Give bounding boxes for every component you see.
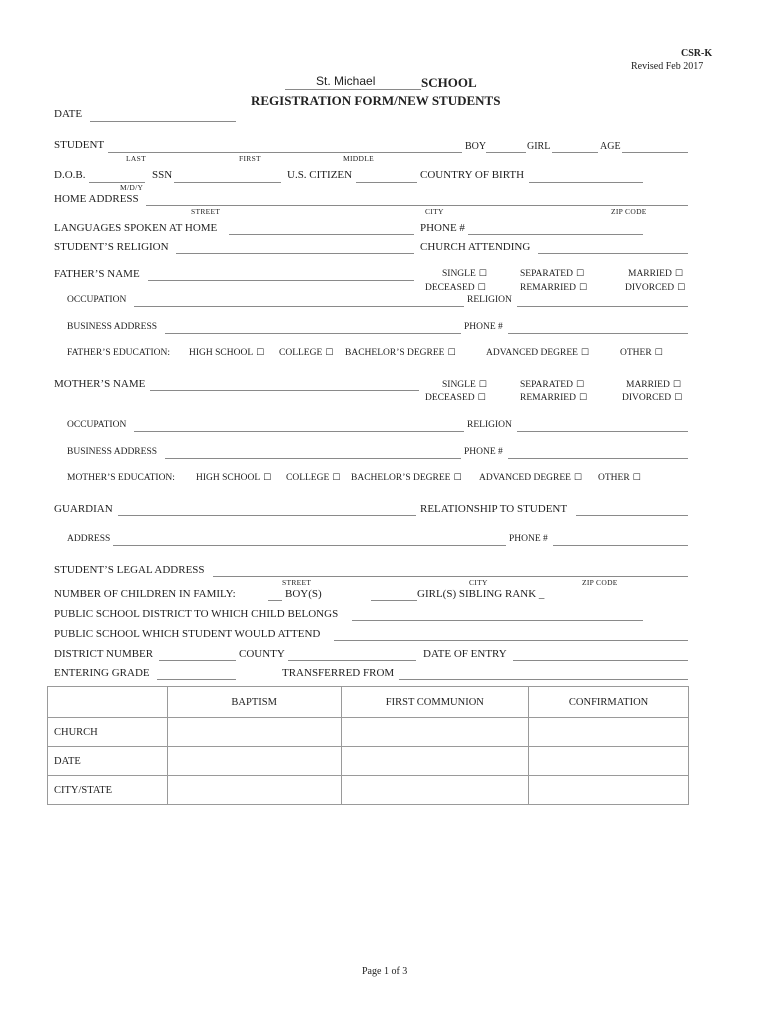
- mother-other-option[interactable]: [598, 473, 641, 483]
- communion-city-cell[interactable]: [341, 776, 529, 805]
- confirmation-header: CONFIRMATION: [529, 687, 689, 718]
- father-phone-field[interactable]: [508, 333, 688, 334]
- mother-phone-field[interactable]: [508, 458, 688, 459]
- baptism-city-cell[interactable]: [167, 776, 341, 805]
- checkbox-icon[interactable]: ☐: [453, 473, 462, 483]
- checkbox-icon[interactable]: ☐: [578, 393, 588, 403]
- mother-religion-field[interactable]: [517, 431, 688, 432]
- middle-caption: MIDDLE: [343, 154, 374, 163]
- guardian-phone-label: PHONE #: [509, 534, 548, 544]
- transferred-from-field[interactable]: [399, 679, 688, 680]
- entering-grade-label: ENTERING GRADE: [54, 667, 150, 679]
- date-row-label: DATE: [48, 747, 168, 776]
- public-school-field[interactable]: [334, 640, 688, 641]
- confirmation-date-cell[interactable]: [529, 747, 689, 776]
- district-number-label: DISTRICT NUMBER: [54, 648, 154, 660]
- mother-divorced-option[interactable]: [622, 393, 682, 403]
- legal-city-caption: CITY: [469, 578, 488, 587]
- baptism-date-cell[interactable]: [167, 747, 341, 776]
- county-label: COUNTY: [239, 648, 285, 660]
- school-name[interactable]: St. Michael: [316, 74, 376, 88]
- num-children-label: NUMBER OF CHILDREN IN FAMILY:: [54, 588, 236, 600]
- legal-zip-caption: ZIP CODE: [582, 578, 618, 587]
- languages-field[interactable]: [229, 234, 414, 235]
- married-label: MARRIED: [628, 269, 672, 279]
- checkbox-icon[interactable]: ☐: [674, 393, 683, 403]
- mothers-name-label: MOTHER’S NAME: [54, 378, 146, 390]
- guardian-address-label: ADDRESS: [67, 534, 111, 544]
- boy-field[interactable]: [486, 152, 526, 153]
- father-married-option[interactable]: [628, 269, 683, 279]
- mother-occupation-label: OCCUPATION: [67, 420, 127, 430]
- confirmation-church-cell[interactable]: [529, 718, 689, 747]
- mother-deceased-option[interactable]: [425, 393, 486, 403]
- legal-street-caption: STREET: [282, 578, 312, 587]
- first-communion-header: FIRST COMMUNION: [341, 687, 529, 718]
- church-attending-field[interactable]: [538, 253, 688, 254]
- student-name-field[interactable]: [108, 152, 462, 153]
- father-advanced-option[interactable]: [486, 348, 589, 358]
- mothers-education-label: MOTHER’S EDUCATION:: [67, 473, 175, 483]
- entering-grade-field[interactable]: [157, 679, 236, 680]
- divorced-label: DIVORCED: [622, 393, 672, 403]
- transferred-from-label: TRANSFERRED FROM: [282, 667, 395, 679]
- mother-married-option[interactable]: [626, 380, 681, 390]
- mother-college-option[interactable]: [286, 473, 340, 483]
- father-divorced-option[interactable]: [625, 283, 685, 293]
- date-of-entry-field[interactable]: [513, 660, 688, 661]
- advanced-label: ADVANCED DEGREE: [479, 473, 571, 483]
- legal-address-field[interactable]: [213, 576, 688, 577]
- checkbox-icon[interactable]: ☐: [478, 269, 487, 279]
- deceased-label: DECEASED: [425, 283, 475, 293]
- us-citizen-label: U.S. CITIZEN: [287, 169, 353, 181]
- checkbox-icon[interactable]: ☐: [575, 269, 585, 279]
- deceased-label: DECEASED: [425, 393, 475, 403]
- age-label: AGE: [600, 141, 621, 152]
- first-caption: FIRST: [239, 154, 261, 163]
- father-other-option[interactable]: [620, 348, 663, 358]
- girls-count-field[interactable]: [371, 600, 417, 601]
- public-school-label: PUBLIC SCHOOL WHICH STUDENT WOULD ATTEND: [54, 628, 321, 640]
- table-header-row: [48, 687, 689, 718]
- fathers-name-field[interactable]: [148, 280, 414, 281]
- checkbox-icon[interactable]: ☐: [654, 348, 663, 358]
- ssn-field[interactable]: [174, 182, 281, 183]
- remarried-label: REMARRIED: [520, 283, 576, 293]
- county-field[interactable]: [288, 660, 416, 661]
- city-caption: CITY: [425, 207, 444, 216]
- boy-label: BOY: [465, 141, 487, 152]
- other-label: OTHER: [620, 348, 652, 358]
- school-word: SCHOOL: [421, 75, 477, 90]
- table-row: [48, 718, 689, 747]
- mother-high-school-option[interactable]: [196, 473, 271, 483]
- checkbox-icon[interactable]: ☐: [672, 380, 681, 390]
- checkbox-icon[interactable]: ☐: [677, 283, 686, 293]
- mother-religion-label: RELIGION: [467, 420, 512, 430]
- dob-label: D.O.B.: [54, 169, 86, 181]
- communion-church-cell[interactable]: [341, 718, 529, 747]
- table-corner-cell: [48, 687, 168, 718]
- phone-label: PHONE #: [420, 222, 465, 234]
- advanced-label: ADVANCED DEGREE: [486, 348, 578, 358]
- public-district-label: PUBLIC SCHOOL DISTRICT TO WHICH CHILD BELONGS: [54, 608, 339, 620]
- table-row: [48, 776, 689, 805]
- boys-label: BOY(S): [285, 588, 322, 600]
- table-row: [48, 747, 689, 776]
- checkbox-icon[interactable]: ☐: [256, 348, 265, 358]
- languages-label: LANGUAGES SPOKEN AT HOME: [54, 222, 218, 234]
- sacraments-table: [47, 686, 689, 805]
- bachelors-label: BACHELOR’S DEGREE: [351, 473, 451, 483]
- mother-phone-label: PHONE #: [464, 447, 503, 457]
- baptism-church-cell[interactable]: [167, 718, 341, 747]
- girl-field[interactable]: [552, 152, 598, 153]
- baptism-header: BAPTISM: [167, 687, 341, 718]
- school-name-line: [285, 89, 421, 90]
- girl-label: GIRL: [527, 141, 551, 152]
- home-address-field[interactable]: [146, 205, 688, 206]
- boys-count-field[interactable]: [268, 600, 282, 601]
- father-bachelors-option[interactable]: [345, 348, 456, 358]
- mother-single-option[interactable]: [442, 380, 487, 390]
- checkbox-icon[interactable]: ☐: [575, 380, 585, 390]
- legal-address-label: STUDENT’S LEGAL ADDRESS: [54, 564, 205, 576]
- father-high-school-option[interactable]: [189, 348, 264, 358]
- checkbox-icon[interactable]: ☐: [263, 473, 272, 483]
- age-field[interactable]: [622, 152, 688, 153]
- checkbox-icon[interactable]: ☐: [478, 380, 487, 390]
- separated-label: SEPARATED: [520, 269, 573, 279]
- checkbox-icon[interactable]: ☐: [477, 393, 486, 403]
- date-label: DATE: [54, 108, 83, 120]
- city-state-row-label: CITY/STATE: [48, 776, 168, 805]
- country-of-birth-field[interactable]: [529, 182, 643, 183]
- home-address-label: HOME ADDRESS: [54, 193, 139, 205]
- country-of-birth-label: COUNTRY OF BIRTH: [420, 169, 525, 181]
- communion-date-cell[interactable]: [341, 747, 529, 776]
- high-school-label: HIGH SCHOOL: [196, 473, 261, 483]
- college-label: COLLEGE: [286, 473, 330, 483]
- student-religion-label: STUDENT’S RELIGION: [54, 241, 169, 253]
- college-label: COLLEGE: [279, 348, 323, 358]
- ssn-label: SSN: [152, 169, 173, 181]
- mother-business-address-label: BUSINESS ADDRESS: [67, 447, 158, 457]
- checkbox-icon[interactable]: ☐: [325, 348, 334, 358]
- high-school-label: HIGH SCHOOL: [189, 348, 254, 358]
- father-religion-field[interactable]: [517, 306, 688, 307]
- page-number: Page 1 of 3: [362, 966, 408, 977]
- public-district-field[interactable]: [352, 620, 643, 621]
- divorced-label: DIVORCED: [625, 283, 675, 293]
- father-business-address-label: BUSINESS ADDRESS: [67, 322, 158, 332]
- checkbox-icon[interactable]: ☐: [573, 473, 582, 483]
- checkbox-icon[interactable]: ☐: [447, 348, 456, 358]
- student-label: STUDENT: [54, 139, 105, 151]
- checkbox-icon[interactable]: ☐: [578, 283, 588, 293]
- separated-label: SEPARATED: [520, 380, 573, 390]
- confirmation-city-cell[interactable]: [529, 776, 689, 805]
- single-label: SINGLE: [442, 269, 476, 279]
- zip-caption: ZIP CODE: [611, 207, 647, 216]
- relationship-label: RELATIONSHIP TO STUDENT: [420, 503, 568, 515]
- relationship-field[interactable]: [576, 515, 688, 516]
- checkbox-icon[interactable]: ☐: [477, 283, 486, 293]
- guardian-field[interactable]: [118, 515, 416, 516]
- phone-field[interactable]: [468, 234, 643, 235]
- married-label: MARRIED: [626, 380, 670, 390]
- church-row-label: CHURCH: [48, 718, 168, 747]
- street-caption: STREET: [191, 207, 221, 216]
- district-number-field[interactable]: [159, 660, 236, 661]
- us-citizen-field[interactable]: [356, 182, 417, 183]
- guardian-address-field[interactable]: [113, 545, 506, 546]
- mother-bachelors-option[interactable]: [351, 473, 462, 483]
- checkbox-icon[interactable]: ☐: [580, 348, 589, 358]
- father-separated-option[interactable]: [520, 269, 584, 279]
- bachelors-label: BACHELOR’S DEGREE: [345, 348, 445, 358]
- checkbox-icon[interactable]: ☐: [674, 269, 683, 279]
- guardian-label: GUARDIAN: [54, 503, 113, 515]
- father-occupation-field[interactable]: [134, 306, 464, 307]
- remarried-label: REMARRIED: [520, 393, 576, 403]
- mdy-caption: M/D/Y: [120, 183, 144, 192]
- father-religion-label: RELIGION: [467, 295, 512, 305]
- date-of-entry-label: DATE OF ENTRY: [423, 648, 507, 660]
- checkbox-icon[interactable]: ☐: [632, 473, 641, 483]
- church-attending-label: CHURCH ATTENDING: [420, 241, 531, 253]
- date-field[interactable]: [90, 121, 236, 122]
- father-deceased-option[interactable]: [425, 283, 486, 293]
- mother-separated-option[interactable]: [520, 380, 584, 390]
- student-religion-field[interactable]: [176, 253, 414, 254]
- father-college-option[interactable]: [279, 348, 333, 358]
- form-code: CSR-K: [681, 48, 713, 59]
- mother-occupation-field[interactable]: [134, 431, 464, 432]
- checkbox-icon[interactable]: ☐: [332, 473, 341, 483]
- father-remarried-option[interactable]: [520, 283, 587, 293]
- fathers-name-label: FATHER’S NAME: [54, 268, 140, 280]
- guardian-phone-field[interactable]: [553, 545, 688, 546]
- revised-date: Revised Feb 2017: [631, 61, 704, 72]
- form-title: REGISTRATION FORM/NEW STUDENTS: [251, 93, 501, 108]
- mother-advanced-option[interactable]: [479, 473, 582, 483]
- mother-business-address-field[interactable]: [165, 458, 461, 459]
- father-single-option[interactable]: [442, 269, 487, 279]
- other-label: OTHER: [598, 473, 630, 483]
- single-label: SINGLE: [442, 380, 476, 390]
- father-business-address-field[interactable]: [165, 333, 461, 334]
- mother-remarried-option[interactable]: [520, 393, 587, 403]
- father-phone-label: PHONE #: [464, 322, 503, 332]
- mothers-name-field[interactable]: [150, 390, 419, 391]
- girls-sibling-label: GIRL(S) SIBLING RANK _: [417, 588, 545, 600]
- father-occupation-label: OCCUPATION: [67, 295, 127, 305]
- fathers-education-label: FATHER’S EDUCATION:: [67, 348, 171, 358]
- last-caption: LAST: [126, 154, 146, 163]
